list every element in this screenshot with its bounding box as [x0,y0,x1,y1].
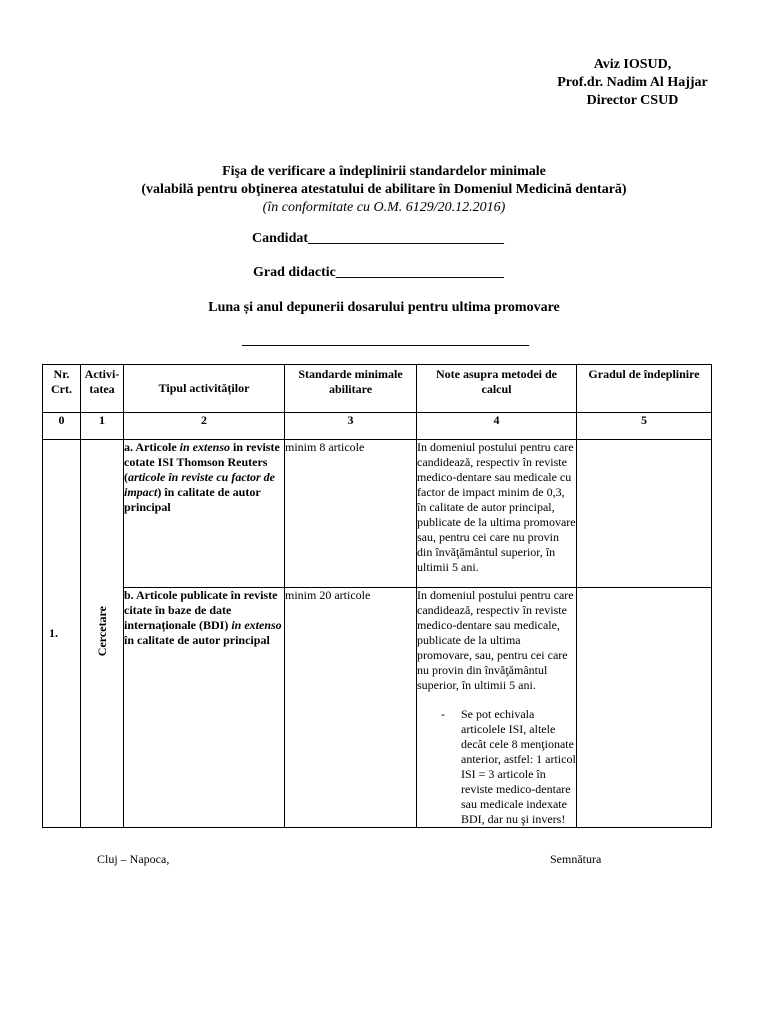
index-0: 0 [43,413,81,440]
degree-b [577,588,712,828]
table-header-row [43,365,712,413]
row-number: 1. [43,440,81,828]
submission-date-label: Luna și anul depunerii dosarului pentru ultima promovare [208,300,560,315]
standards-table [42,364,712,828]
type-a: a. Articole in extenso in reviste cotate ISI Thomson Reuters (articole în reviste cu factor de impact) în calitate de autor principal [124,440,285,588]
header-degree: Gradul de îndeplinire [577,365,712,413]
bullet-mark: - [441,707,445,721]
bullet-text: Se pot echivala articolele ISI, altele decât cele 8 menţionate anterior, astfel: 1 articol ISI = 3 articole în reviste medico-dentare sau medicale indexate BDI, dar nu şi invers! [461,707,576,826]
degree-a [577,440,712,588]
header-standards: Standarde minimale abilitare [285,365,417,413]
standard-b: minim 20 articole [285,588,417,828]
index-2: 2 [124,413,285,440]
header-activity: Activi-tatea [81,365,124,413]
activity-label: Cercetare [94,606,109,657]
footer-signature: Semnătura [550,852,602,866]
submission-date-line: _________________________________________ [242,333,529,348]
approval-line-2: Prof.dr. Nadim Al Hajjar [557,75,708,90]
title-line-1: Fişa de verificare a îndeplinirii standardelor minimale [222,164,546,179]
index-1: 1 [81,413,124,440]
title-line-3: (în conformitate cu O.M. 6129/20.12.2016) [262,200,506,215]
table-index-row [43,413,712,440]
header-nr: Nr. Crt. [43,365,81,413]
approval-line-3: Director CSUD [586,93,679,108]
approval-block [520,56,745,110]
header-type: Tipul activităților [124,365,285,413]
note-b-text: In domeniul postului pentru care candidează, respectiv în reviste medico-dentare sau medicale, publicate de la ultima promovare, sau, pentru cei care nu provin din învăţământul superior, în ultimii 5 ani. [417,588,574,692]
index-5: 5 [577,413,712,440]
note-b-bullet [417,707,576,827]
note-b [417,588,577,828]
activity-cell [81,440,124,828]
note-a: In domeniul postului pentru care candidează, respectiv în reviste medico-dentare sau medicale cu factor de impact minim de 0,3, în calitate de autor principal, publicate de la ultima promovare sau, pentru cei care nu provin din învăţământul superior, în ultimii 5 ani. [417,440,577,588]
footer-place: Cluj – Napoca, [97,852,170,866]
index-3: 3 [285,413,417,440]
title-line-2: (valabilă pentru obţinerea atestatului de abilitare în Domeniul Medicină dentară) [141,182,627,197]
table-row-a [43,440,712,588]
index-4: 4 [417,413,577,440]
type-b: b. Articole publicate în reviste citate în baze de date internaționale (BDI) in extenso în calitate de autor principal [124,588,285,828]
candidate-field: Candidat____________________________ [252,231,505,246]
approval-line-1: Aviz IOSUD, [593,57,672,72]
header-notes: Note asupra metodei de calcul [417,365,577,413]
standard-a: minim 8 articole [285,440,417,588]
document-title [60,163,708,217]
academic-rank-field: Grad didactic________________________ [253,265,504,280]
table-row-b [43,588,712,828]
